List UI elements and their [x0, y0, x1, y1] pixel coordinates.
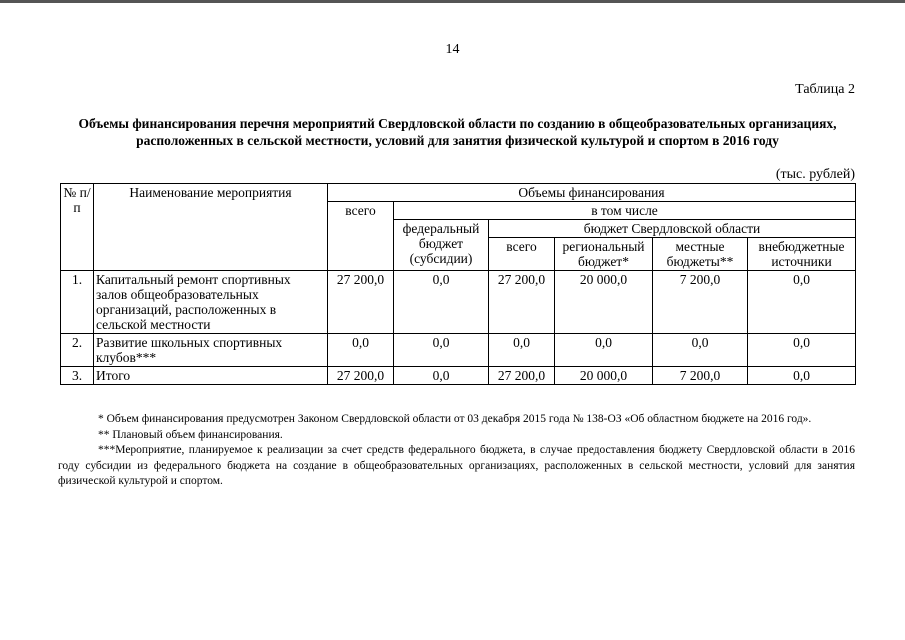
page-top-border	[0, 0, 905, 3]
table-row	[61, 334, 856, 367]
document-title: Объемы финансирования перечня мероприятий Свердловской области по созданию в общеобразовательных организациях, расположенных в сельской местности, условий для занятия физической культурой и спортом в 2016 году	[78, 116, 837, 148]
row-extra: 0,0	[748, 334, 856, 367]
header-name: Наименование мероприятия	[94, 184, 328, 271]
header-volumes: Объемы финансирования	[328, 184, 856, 202]
row-regional: 20 000,0	[555, 367, 653, 385]
row-oblast-total: 27 200,0	[489, 367, 555, 385]
header-total: всего	[328, 202, 394, 271]
header-extrabudget: внебюджетные источники	[748, 238, 856, 271]
footnote: ***Мероприятие, планируемое к реализации за счет средств федерального бюджета, в случае предоставления бюджету Свердловской области в 2016 году субсидии из федерального бюджета на создание в общеобразовательных организациях, расположенных в сельской местности, условий для занятия физической культурой и спортом.	[58, 444, 855, 487]
row-total: 27 200,0	[328, 271, 394, 334]
header-oblast-budget: бюджет Свердловской области	[489, 220, 856, 238]
row-name: Итого	[94, 367, 328, 385]
footnote: ** Плановый объем финансирования.	[98, 428, 283, 441]
row-local: 7 200,0	[653, 271, 748, 334]
table-row	[61, 367, 856, 385]
row-oblast-total: 0,0	[489, 334, 555, 367]
header-federal: федеральный бюджет (субсидии)	[394, 220, 489, 271]
row-local: 0,0	[653, 334, 748, 367]
row-num: 1.	[61, 271, 94, 334]
row-num: 2.	[61, 334, 94, 367]
row-total: 0,0	[328, 334, 394, 367]
row-oblast-total: 27 200,0	[489, 271, 555, 334]
row-regional: 0,0	[555, 334, 653, 367]
row-federal: 0,0	[394, 271, 489, 334]
page-number: 14	[445, 42, 460, 57]
units-label: (тыс. рублей)	[775, 167, 855, 182]
financing-table	[60, 183, 856, 385]
row-extra: 0,0	[748, 271, 856, 334]
header-regional: региональный бюджет*	[555, 238, 653, 271]
footnote: * Объем финансирования предусмотрен Законом Свердловской области от 03 декабря 2015 года № 138-ОЗ «Об областном бюджете на 2016 год».	[98, 413, 812, 425]
table-row	[61, 271, 856, 334]
row-regional: 20 000,0	[555, 271, 653, 334]
row-federal: 0,0	[394, 367, 489, 385]
row-num: 3.	[61, 367, 94, 385]
row-name: Развитие школьных спортивных клубов***	[94, 334, 328, 367]
row-total: 27 200,0	[328, 367, 394, 385]
row-local: 7 200,0	[653, 367, 748, 385]
row-federal: 0,0	[394, 334, 489, 367]
footnotes	[58, 412, 855, 490]
row-name: Капитальный ремонт спортивных залов общеобразовательных организаций, расположенных в сельской местности	[94, 271, 328, 334]
header-local: местные бюджеты**	[653, 238, 748, 271]
row-extra: 0,0	[748, 367, 856, 385]
table-label: Таблица 2	[795, 82, 855, 97]
header-num: № п/п	[61, 184, 94, 271]
header-oblast-total: всего	[489, 238, 555, 271]
header-including: в том числе	[394, 202, 856, 220]
